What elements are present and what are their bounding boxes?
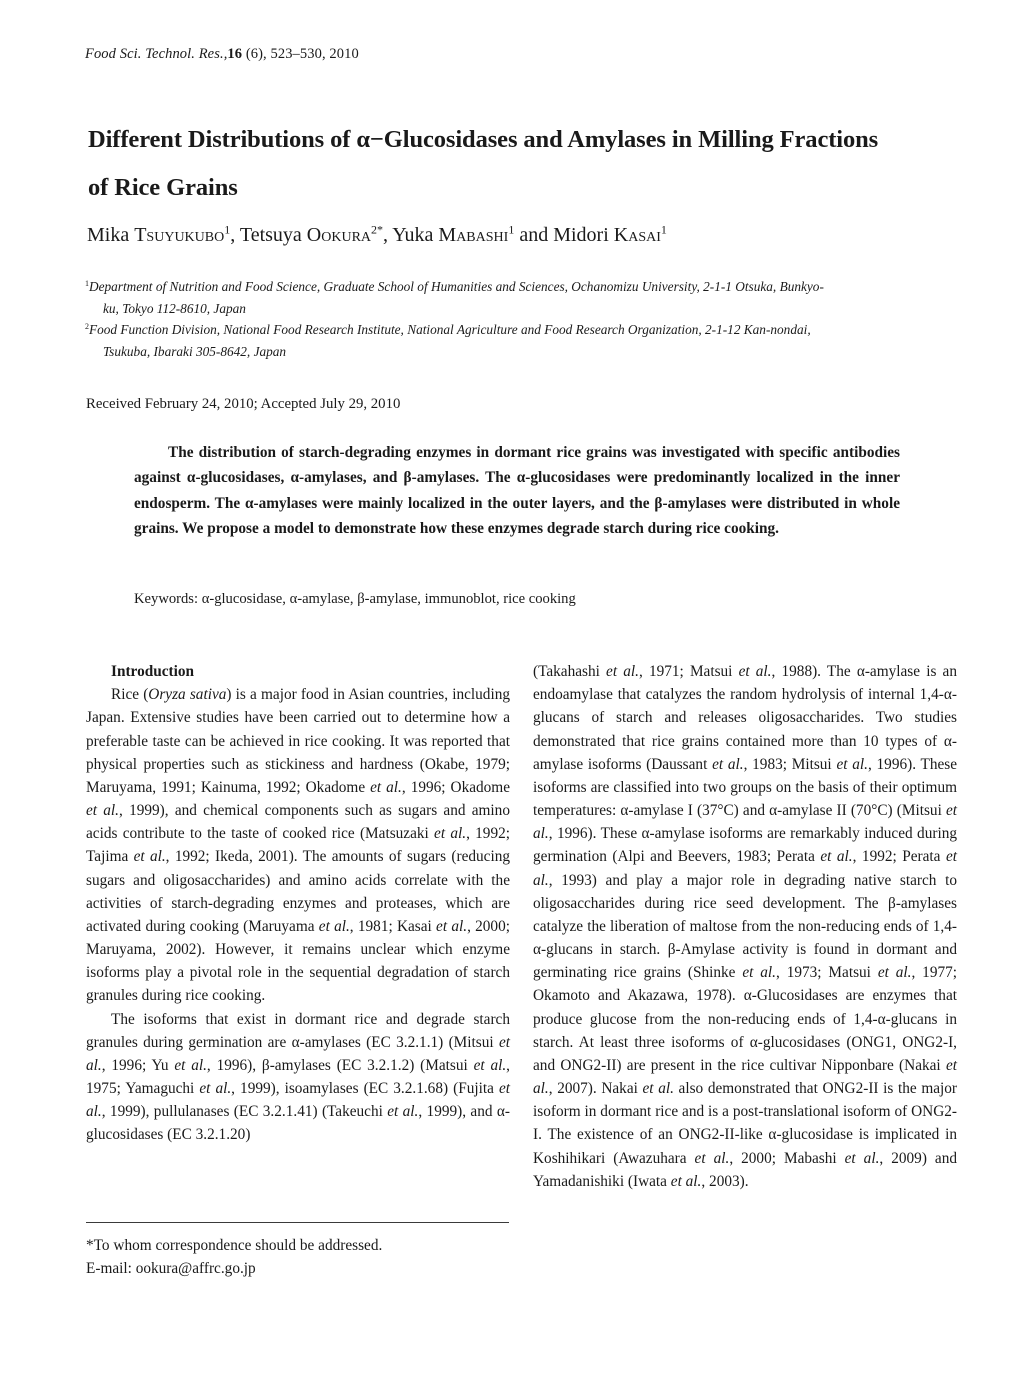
affiliation-list <box>85 276 951 362</box>
paragraph-intro-1 <box>86 683 510 1007</box>
author-2-affiliation-marker: 2* <box>371 222 384 237</box>
et-al: et al. <box>86 1080 510 1121</box>
footnote-email: E-mail: ookura@affrc.go.jp <box>86 1259 256 1277</box>
affiliation-2-line-2: Tsukuba, Ibaraki 305-8642, Japan <box>103 343 287 359</box>
et-al: et al. <box>533 802 957 843</box>
title-line-1: Different Distributions of α−Glucosidases and Amylases in Milling Fractions <box>88 126 879 154</box>
journal-issue-pages-year: (6), 523–530, 2010 <box>242 46 359 62</box>
author-2-given: Tetsuya <box>239 224 307 246</box>
text-run: Rice ( <box>111 686 149 704</box>
et-al: et al. <box>533 848 957 889</box>
et-al: et al. <box>642 1080 674 1098</box>
text-run: , 2000; Mabashi <box>729 1149 845 1167</box>
text-run: , 1996; Yu <box>101 1056 175 1074</box>
affiliation-2-line-1: Food Function Division, National Food Research Institute, National Agriculture and Food Research Organization, 2-1-12 Kan-nondai, <box>88 322 811 338</box>
text-run: (Takahashi <box>533 663 607 680</box>
et-al: et al. <box>844 1149 880 1167</box>
et-al: et al. <box>174 1056 207 1074</box>
text-run: , 1996). These isoforms are classified into two groups on the basis of their optimum temperatures: α-amylase I (37°C) and α-amylase II (70°C) (Mitsui <box>533 755 958 820</box>
text-run: ) is a major food in Asian countries, including Japan. Extensive studies have been carried out to determine how a preferable taste can be achieved in rice cooking. It was reported that physical properties such as stickiness and hardness (Okabe, 1979; Maruyama, 1991; Kainuma, 1992; Okadome <box>86 686 510 796</box>
text-run: , 2003). <box>701 1172 749 1190</box>
author-4-given: Midori <box>553 224 614 246</box>
author-1-affiliation-marker: 1 <box>224 222 231 237</box>
page-title <box>88 116 948 212</box>
body-column-left <box>86 660 510 1147</box>
author-3-family: Mabashi <box>438 224 509 246</box>
author-3-affiliation-marker: 1 <box>508 222 515 237</box>
et-al: et al. <box>836 755 868 773</box>
author-1-family: Tsuyukubo <box>134 224 225 246</box>
et-al: et al. <box>473 1056 507 1074</box>
keywords-line: Keywords: α-glucosidase, α-amylase, β-amylase, immunoblot, rice cooking <box>134 591 576 607</box>
text-run: , 1996; Okadome <box>401 778 510 796</box>
text-run: , 1999), isoamylases (EC 3.2.1.68) (Fujita <box>231 1080 499 1098</box>
affiliation-2-marker: 2 <box>85 321 89 331</box>
footnote-block <box>86 1222 510 1281</box>
et-al: et al. <box>370 778 402 796</box>
text-run: , 2000; Maruyama, 2002). However, it remains unclear which enzyme isoforms play a pivotal role in the sequential degradation of starch granules during rice cooking. <box>86 917 510 1005</box>
et-al: et al. <box>820 848 853 866</box>
text-run: , 1992; Perata <box>852 848 946 866</box>
text-run: , 1977; Okamoto and Akazawa, 1978). α-Glucosidases are enzymes that produce glucose from the non-reducing ends of 1,4-α-glucans in starch. At least three isoforms of α-glucosidases (ONG1, ONG2-I, and ONG2-II) are present in the rice cultivar Nipponbare (Nakai <box>533 964 958 1074</box>
text-run: , 1996), β-amylases (EC 3.2.1.2) (Matsui <box>206 1056 474 1074</box>
et-al: et al. <box>877 964 912 982</box>
section-heading-introduction: Introduction <box>111 663 195 680</box>
et-al: et al. <box>533 1056 957 1098</box>
author-1-given: Mika <box>87 224 135 246</box>
et-al: et al. <box>387 1103 419 1121</box>
et-al: et al. <box>86 1033 510 1074</box>
abstract-text: The distribution of starch-degrading enzymes in dormant rice grains was investigated with specific antibodies against α-glucosidases, α-amylases, and β-amylases. The α-glucosidases were predominantly localized in the inner endosperm. The α-amylases were mainly localized in the outer layers, and the β-amylases were distributed in whole grains. We propose a model to demonstrate how these enzymes degrade starch during rice cooking. <box>134 444 900 538</box>
text-run: , 1992; Tajima <box>86 825 511 866</box>
et-al: et al. <box>436 917 468 935</box>
author-4-affiliation-marker: 1 <box>660 222 667 237</box>
author-4-family: Kasai <box>613 224 661 246</box>
body-column-right <box>533 660 957 1193</box>
affiliation-2 <box>85 319 951 362</box>
affiliation-1-marker: 1 <box>85 278 89 288</box>
species-name: Oryza sativa <box>148 686 227 704</box>
text-run: , 1983; Mitsui <box>743 755 837 773</box>
journal-volume: 16 <box>227 46 243 62</box>
paragraph-intro-2 <box>86 1008 510 1147</box>
author-sep-1: , <box>230 224 240 246</box>
text-run: , 2009) and Yamadanishiki (Iwata <box>533 1149 957 1190</box>
et-al: et al. <box>712 755 744 773</box>
text-run: , 1999), pullulanases (EC 3.2.1.41) (Takeuchi <box>101 1103 388 1121</box>
text-run: , 1975; Yamaguchi <box>86 1056 510 1098</box>
et-al: et al. <box>742 964 776 982</box>
author-sep-3: and <box>514 224 554 246</box>
text-run: , 1999), and α-glucosidases (EC 3.2.1.20) <box>86 1103 510 1144</box>
et-al: et al. <box>318 917 350 935</box>
text-run: , 1993) and play a major role in degrading native starch to oligosaccharides during rice seed development. The β-amylases catalyze the liberation of maltose from the non-reducing ends of 1,4-α-glucans in starch. β-Amylase activity is found in dormant and germinating rice grains (Shinke <box>533 871 957 982</box>
et-al: et al. <box>434 825 467 843</box>
author-3-given: Yuka <box>392 224 439 246</box>
footnote-rule <box>86 1222 509 1223</box>
et-al: et al. <box>199 1080 232 1098</box>
affiliation-1 <box>85 276 951 319</box>
et-al: et al. <box>133 848 166 866</box>
et-al: et al. <box>738 663 772 680</box>
text-run: , 2007). Nakai <box>548 1080 643 1098</box>
received-accepted-dates: Received February 24, 2010; Accepted July 29, 2010 <box>86 396 401 412</box>
text-run: , 1996). These α-amylase isoforms are remarkably induced during germination (Alpi and Beevers, 1983; Perata <box>533 825 957 866</box>
et-al: et al. <box>606 663 639 680</box>
et-al: et al. <box>694 1149 730 1167</box>
text-run: also demonstrated that ONG2-II is the major isoform in dormant rice and is a post-translational isoform of ONG2-I. The existence of an ONG2-II-like α-glucosidase is implicated in Koshihikari (Awazuhara <box>533 1080 957 1167</box>
text-run: , 1981; Kasai <box>349 917 437 935</box>
et-al: et al. <box>670 1172 702 1190</box>
author-list <box>87 222 947 249</box>
author-2-family: Ookura <box>306 224 372 246</box>
journal-name: Food Sci. Technol. Res., <box>85 46 228 62</box>
text-run: , 1992; Ikeda, 2001). The amounts of sugars (reducing sugars and oligosaccharides) and amino acids correlate with the activities of starch-degrading enzymes and proteases, which are activated during cooking (Maruyama <box>86 848 510 935</box>
affiliation-1-line-2: ku, Tokyo 112-8610, Japan <box>103 300 246 316</box>
affiliation-1-line-1: Department of Nutrition and Food Science, Graduate School of Humanities and Sciences, Ochanomizu University, 2-1-1 Otsuka, Bunkyo- <box>88 279 824 294</box>
journal-running-head <box>85 46 359 63</box>
text-run: , 1973; Matsui <box>776 964 878 982</box>
text-run: , 1971; Matsui <box>638 663 739 680</box>
title-line-2: of Rice Grains <box>88 174 238 202</box>
paragraph-intro-3 <box>533 660 957 1193</box>
footnote-correspondence: *To whom correspondence should be addressed. <box>86 1237 383 1254</box>
text-run: , 1988). The α-amylase is an endoamylase that catalyzes the random hydrolysis of internal 1,4-α-glucans of starch and releases oligosaccharides. Two studies demonstrated that rice grains contained more than 10 types of α-amylase isoforms (Daussant <box>533 663 957 773</box>
author-sep-2: , <box>383 224 393 246</box>
text-run: The isoforms that exist in dormant rice and degrade starch granules during germination are α-amylases (EC 3.2.1.1) (Mitsui <box>86 1010 510 1051</box>
text-run: , 1999), and chemical components such as sugars and amino acids contribute to the taste of cooked rice (Matsuzaki <box>86 802 510 843</box>
et-al: et al. <box>86 802 120 820</box>
